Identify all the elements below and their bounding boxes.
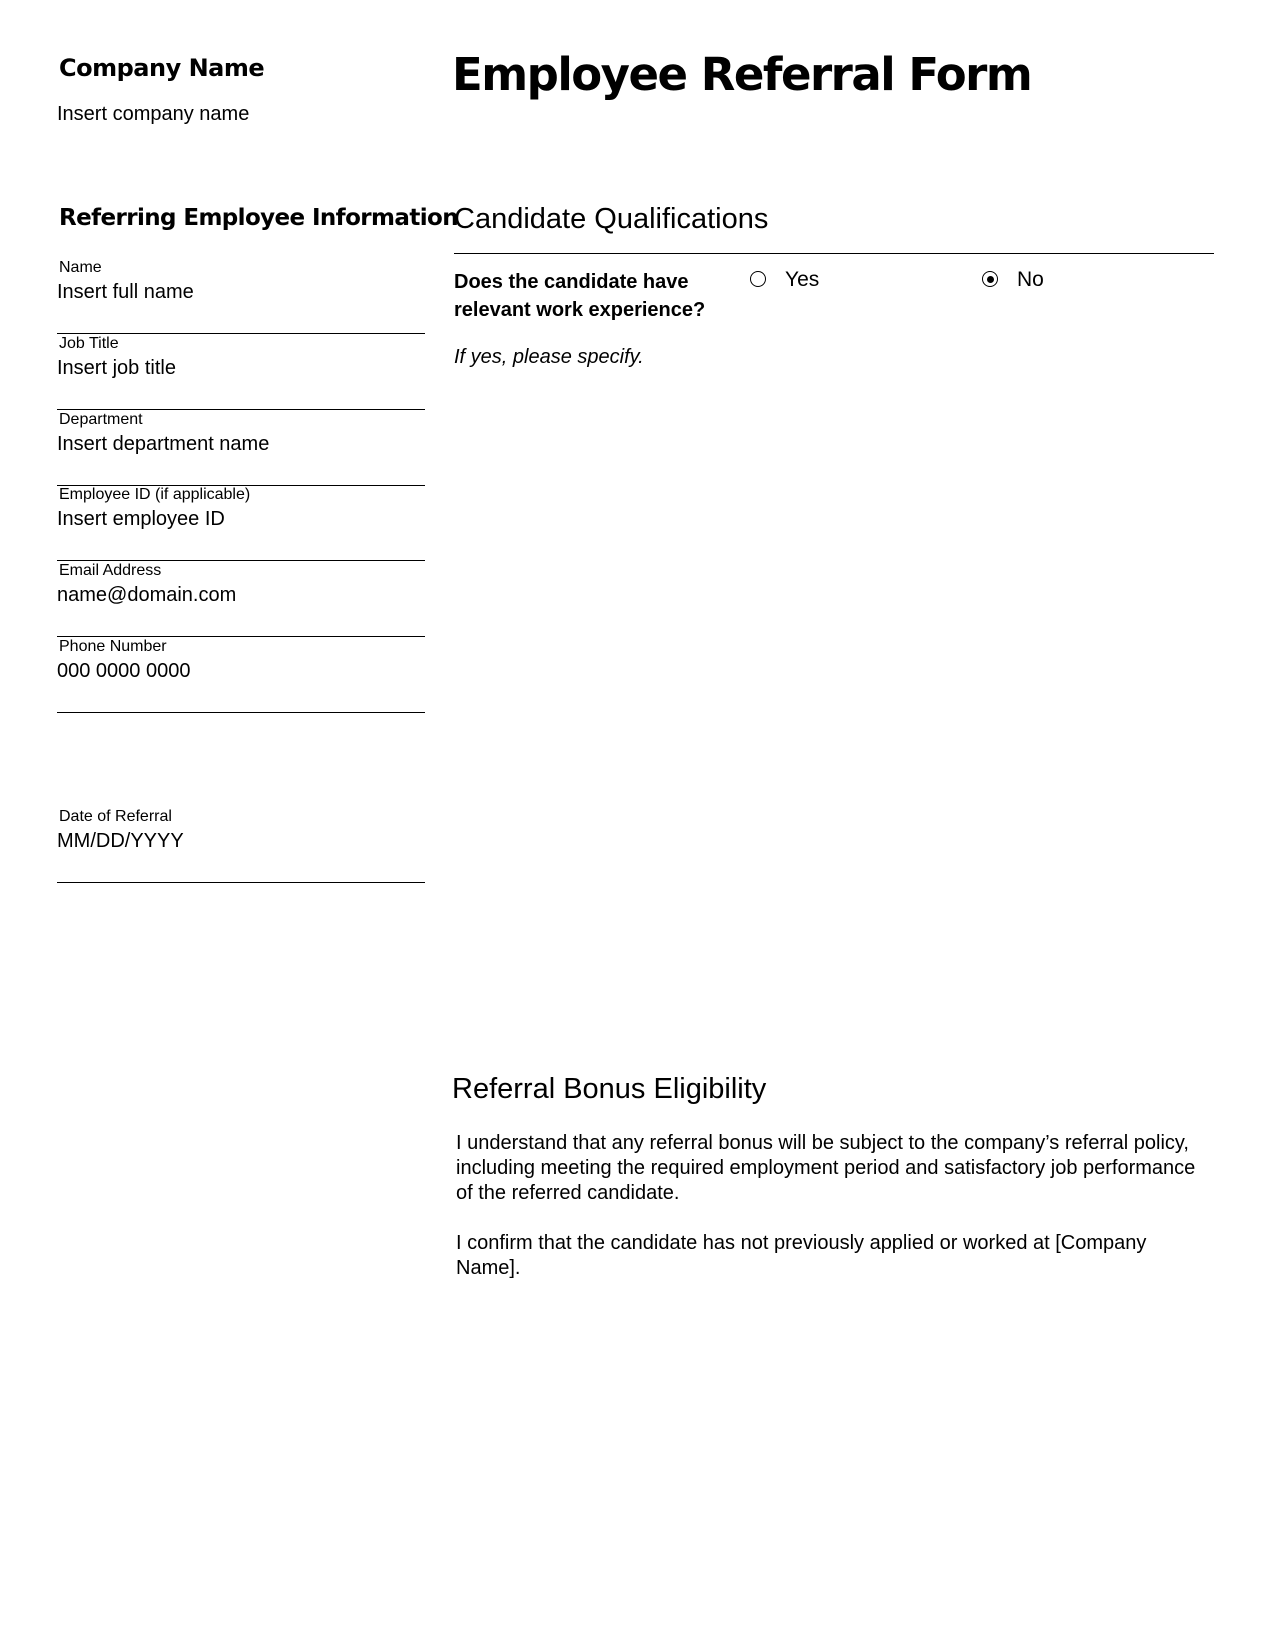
field-value[interactable]: Insert employee ID [57,508,225,530]
field-value[interactable]: Insert full name [57,281,194,303]
referring-employee-heading: Referring Employee Information [59,205,458,231]
employee-id-field[interactable] [57,484,425,561]
field-label: Job Title [59,335,119,352]
divider [454,253,1214,254]
field-label: Email Address [59,562,162,579]
department-field[interactable] [57,409,425,486]
page-title: Employee Referral Form [452,48,1032,101]
field-value[interactable]: MM/DD/YYYY [57,830,184,852]
company-name-label: Company Name [59,54,265,82]
radio-yes[interactable] [750,271,766,287]
bonus-paragraph: I understand that any referral bonus will be subject to the company’s referral policy, including meeting the required employment period and satisfactory job performance of the referred candidate. [456,1132,1196,1204]
field-label: Phone Number [59,638,167,655]
referral-bonus-heading: Referral Bonus Eligibility [452,1073,767,1105]
specify-prompt: If yes, please specify. [454,346,644,368]
field-label: Employee ID (if applicable) [59,486,251,503]
candidate-qualifications-heading: Candidate Qualifications [454,203,769,235]
radio-no[interactable] [982,271,998,287]
field-value[interactable]: 000 0000 0000 [57,660,191,682]
date-of-referral-field[interactable] [57,806,425,883]
field-label: Department [59,411,143,428]
field-label: Date of Referral [59,808,172,825]
job-title-field[interactable] [57,333,425,410]
confirmation-paragraph: I confirm that the candidate has not previously applied or worked at [Company Name]. [456,1232,1147,1279]
field-value[interactable]: Insert department name [57,433,270,455]
name-field[interactable] [57,257,425,334]
field-value[interactable]: Insert job title [57,357,176,379]
phone-field[interactable] [57,636,425,713]
company-name-input[interactable]: Insert company name [57,103,250,125]
email-field[interactable] [57,560,425,637]
field-value[interactable]: name@domain.com [57,584,237,606]
radio-yes-label[interactable]: Yes [785,268,820,291]
experience-question: Does the candidate have relevant work experience? [454,271,706,321]
field-label: Name [59,259,102,276]
radio-no-label[interactable]: No [1017,268,1044,291]
